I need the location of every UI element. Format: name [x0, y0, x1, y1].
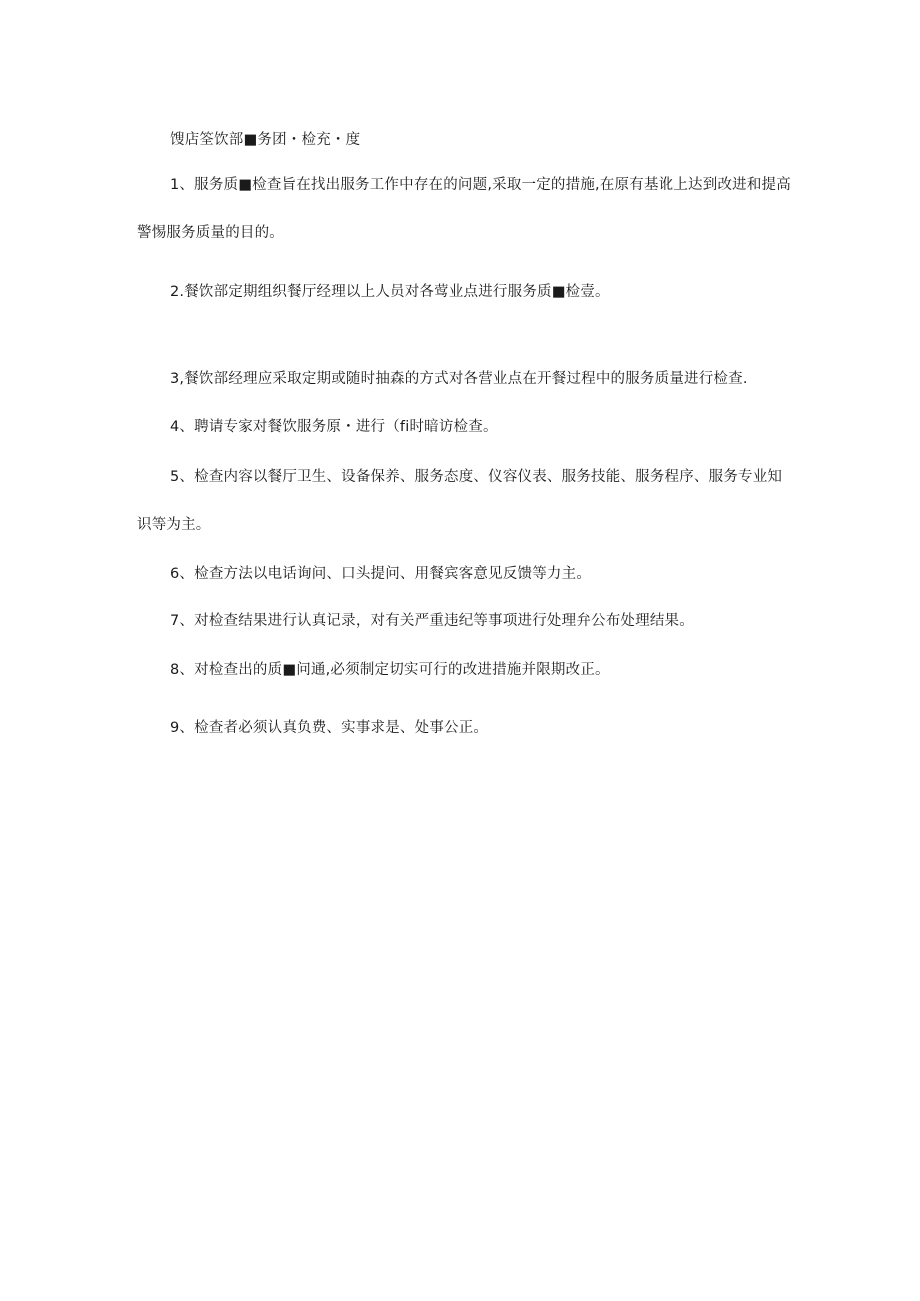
paragraph-7: 7、对检查结果进行认真记录，对有关严重违纪等事项进行处理弁公布处理结果。	[170, 613, 694, 629]
paragraph-5-line-1: 5、检查内容以餐厅卫生、设备保养、服务态度、仪容仪表、服务技能、服务程序、服务专业知	[170, 469, 783, 485]
paragraph-1-line-1: 1、服务质■检查旨在找出服务工作中存在的问题,采取一定的措施,在原有基讹上达到改进和提高	[170, 177, 791, 193]
paragraph-9: 9、检查者必须认真负费、实事求是、处事公正。	[170, 720, 489, 736]
paragraph-1-line-2: 警惕服务质量的目的。	[137, 225, 284, 241]
paragraph-4: 4、聘请专家对餐饮服务原・进行（fi时暗访检查。	[170, 419, 498, 435]
paragraph-6: 6、检查方法以电话询问、口头提问、用餐宾客意见反馈等力主。	[170, 566, 592, 582]
document-title: 馊店筌饮部■务团・检充・度	[170, 132, 361, 148]
paragraph-8: 8、对检查出的质■问通,必须制定切实可行的改进措施并限期改正。	[170, 662, 610, 678]
paragraph-2: 2.餐饮部定期组织餐厅经理以上人员对各莺业点进行服务质■检壹。	[170, 284, 610, 300]
paragraph-3: 3,餐饮部经理应采取定期或随时抽森的方式对各营业点在开餐过程中的服务质量进行检查.	[170, 371, 748, 387]
paragraph-5-line-2: 识等为主。	[137, 517, 211, 533]
